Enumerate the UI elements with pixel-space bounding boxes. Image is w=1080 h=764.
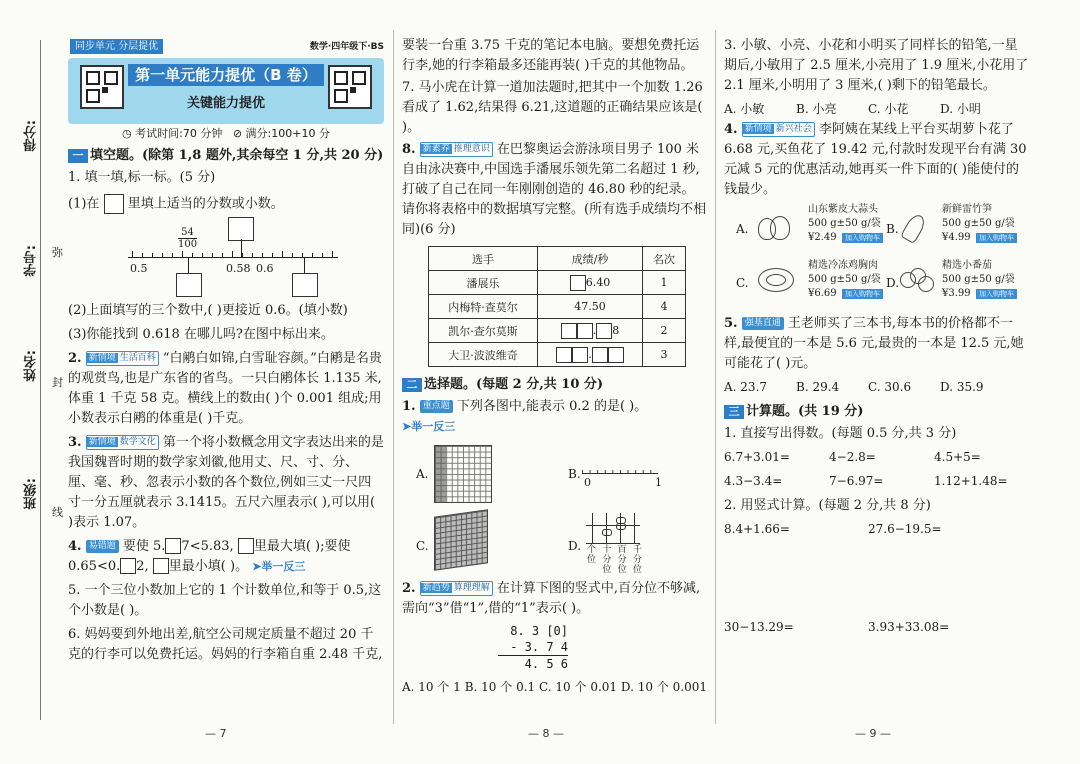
answer-box[interactable]: [153, 558, 169, 574]
qr-code-left[interactable]: [80, 65, 124, 109]
q6-cont: 要装一台重 3.75 千克的笔记本电脑。要想免费托运行李,她的行李箱最多还能再装( )千克的其他物品。: [402, 38, 700, 73]
c2-grid: [724, 520, 1030, 636]
calc-item: 30−13.29=: [724, 620, 794, 634]
s1-figures: A. B. 0 1 C. D. 个位 十分位 百分位 千分位: [402, 437, 707, 577]
abacus-figure: 个位 十分位 百分位 千分位: [582, 513, 644, 565]
product-grid: [724, 202, 1030, 310]
option-d[interactable]: D.: [568, 539, 582, 553]
answer-box-bottom-right[interactable]: [292, 273, 318, 297]
number-line-tick: [242, 253, 243, 257]
answer-box[interactable]: [238, 538, 254, 554]
number-line-tick: [332, 251, 333, 257]
q2: 2. 新情境 生活百科 “白鹇白如锦,白雪耻容颜。”白鹇是名贵的观赏鸟,也是广东省的省鸟。一只白鹇体长 1.135 米,体重 1 千克 58 克。横线上的数由( )个 0.001 组成;用小数表示白鹇的体重是( )千克。: [68, 350, 382, 426]
q8: 8. 新素养 推理意识 在巴黎奥运会游泳项目男子 100 米自由泳决赛中,中国选手潘展乐领先第二名超过 1 秒,打破了自己在同一年刚刚创造的 46.80 秒的纪录。请你将表格中的数据填写完整。(所有选手成绩均不相同)(6 分): [402, 142, 707, 237]
binding-margin: [0, 0, 62, 764]
product-name: 山东紫皮大蒜头: [808, 204, 878, 215]
score-icon: ⊘: [232, 127, 243, 140]
option-a[interactable]: A. 23.7: [724, 380, 768, 394]
table-row: 大卫·波波维奇 . 3: [429, 343, 686, 367]
unit-tag: 同步单元 分层提优: [70, 39, 163, 54]
calc-item: 3.93+33.08=: [868, 620, 950, 634]
number-line-tick: [132, 251, 133, 257]
option-a[interactable]: A. 10 个 1: [402, 680, 461, 694]
answer-box[interactable]: [570, 275, 586, 291]
add-to-cart-button[interactable]: 加入购物车: [976, 289, 1017, 299]
seal-xian: 线: [52, 506, 63, 519]
product-price: ¥6.69: [808, 288, 837, 299]
option-d[interactable]: D. 小明: [940, 102, 981, 116]
option-a[interactable]: A. 小敏: [724, 102, 765, 116]
answer-box[interactable]: [120, 558, 136, 574]
q1-3: (3)你能找到 0.618 在哪儿吗?在图中标出来。: [68, 326, 334, 342]
number-line-tick: [182, 251, 183, 257]
option-b[interactable]: B.: [886, 222, 899, 236]
chicken-breast-icon: [758, 266, 794, 294]
product-price: ¥3.99: [942, 288, 971, 299]
product-spec: 500 g±50 g/袋: [808, 274, 881, 285]
column-divider: [715, 30, 716, 724]
vertical-subtraction: 8. 3 [0] - 3. 7 4 4. 5 6: [498, 623, 568, 672]
s5: 5. 强基直通 王老师买了三本书,每本书的价格都不一样,最便宜的一本是 5.6 元,最贵的一本是 12.5 元,她可能花了( )元。: [724, 316, 1024, 371]
option-b[interactable]: B. 小亮: [796, 102, 837, 116]
product-spec: 500 g±50 g/袋: [808, 218, 881, 229]
calc-item: 7−6.97=: [829, 474, 884, 488]
c1-grid: [724, 448, 1030, 490]
number-line-tick: [162, 253, 163, 257]
page-number: — 9 —: [855, 727, 891, 740]
calc-item: 4.3−3.4=: [724, 474, 783, 488]
c2: 2. 用竖式计算。(每题 2 分,共 8 分): [724, 498, 931, 513]
section-3-heading: 三 计算题。(共 19 分): [724, 402, 1030, 422]
product-spec: 500 g±50 g/袋: [942, 218, 1015, 229]
answer-box[interactable]: [165, 538, 181, 554]
title-band: [68, 58, 384, 124]
number-line-tick: [152, 253, 153, 257]
answer-box[interactable]: [596, 323, 612, 339]
tomato-icon: [900, 266, 936, 294]
tick-label: 0.5: [130, 261, 148, 275]
answer-box[interactable]: [572, 347, 588, 363]
calc-item: 27.6−19.5=: [868, 522, 942, 536]
option-b[interactable]: B. 29.4: [796, 380, 840, 394]
option-b[interactable]: B. 10 个 0.1: [464, 680, 536, 694]
option-c[interactable]: C.: [416, 539, 429, 553]
option-d[interactable]: D.: [886, 276, 900, 290]
s1-link[interactable]: ➤举一反三: [402, 420, 456, 433]
garlic-icon: [756, 212, 792, 242]
qr-code-right[interactable]: [328, 65, 372, 109]
table-row: 潘展乐 6.40 1: [429, 271, 686, 295]
number-line-tick: [272, 253, 273, 257]
s1: 1. 重点题 下列各图中,能表示 0.2 的是( )。: [402, 399, 648, 414]
number-line-tick: [172, 253, 173, 257]
calc-item: 4.5+5=: [934, 450, 981, 464]
option-c[interactable]: C.: [736, 276, 749, 290]
column-divider: [393, 30, 394, 724]
number-line-tick: [142, 253, 143, 257]
option-a[interactable]: A.: [416, 467, 429, 481]
race-table: [428, 246, 686, 367]
product-name: 精选小番茄: [942, 260, 992, 271]
add-to-cart-button[interactable]: 加入购物车: [842, 233, 883, 243]
number-line-tick: [282, 251, 283, 257]
grid-figure: [434, 445, 492, 503]
exam-time: 考试时间:70 分钟: [135, 127, 223, 140]
page-number: — 7: [205, 727, 227, 740]
c1: 1. 直接写出得数。(每题 0.5 分,共 3 分): [724, 426, 957, 441]
exam-score: 满分:100+10 分: [245, 127, 330, 140]
q4: 4. 易错题 要使 5. 7<5.83, 里最大填( );要使 0.65<0. 2, 里最小填( )。 ➤举一反三: [68, 538, 351, 574]
q1-2: (2)上面填写的三个数中,( )更接近 0.6。(填小数): [68, 302, 348, 318]
q1-title: 1. 填一填,标一标。(5 分): [68, 170, 216, 185]
add-to-cart-button[interactable]: 加入购物车: [976, 233, 1017, 243]
calc-item: 4−2.8=: [829, 450, 876, 464]
option-c[interactable]: C. 30.6: [868, 380, 912, 394]
answer-box[interactable]: [608, 347, 624, 363]
seal-feng: 封: [52, 376, 63, 389]
answer-box[interactable]: [104, 194, 124, 214]
product-price: ¥2.49: [808, 232, 837, 243]
column-2: [402, 36, 707, 696]
column-3: [724, 36, 1030, 636]
table-row: 内梅特·查莫尔 47.50 4: [429, 295, 686, 319]
option-c[interactable]: C. 10 个 0.01: [539, 680, 618, 694]
number-line-axis: [128, 257, 338, 258]
option-d[interactable]: D. 35.9: [940, 380, 984, 394]
name-label: 姓名:: [24, 350, 39, 382]
s3-options: [724, 100, 1030, 118]
number-line-tick: [292, 253, 293, 257]
clock-icon: ◷: [122, 127, 132, 140]
number-line-tick: [322, 253, 323, 257]
answer-box[interactable]: [592, 347, 608, 363]
ruler-figure: [582, 473, 658, 474]
q1-1: (1)在 里填上适当的分数或小数。: [68, 194, 384, 215]
student-id-label: 学号:: [24, 245, 39, 277]
exam-info: [68, 126, 384, 142]
calc-item: 8.4+1.66=: [724, 522, 790, 536]
section-1-heading: [68, 146, 384, 166]
exam-title: 第一单元能力提优（B 卷）: [128, 64, 324, 86]
s2-options: [402, 678, 707, 696]
q4-link[interactable]: ➤举一反三: [252, 559, 306, 573]
q7: 7. 马小虎在计算一道加法题时,把其中一个加数 1.26 看成了 1.62,结果得 6.21,这道题的正确结果应该是( )。: [402, 80, 703, 135]
seal-mi: 弥: [52, 246, 63, 259]
tick-label: 0.58: [226, 261, 251, 275]
class-label: 班级:: [24, 478, 39, 510]
product-spec: 500 g±50 g/袋: [942, 274, 1015, 285]
answer-box[interactable]: [561, 323, 577, 339]
exam-subtitle: 关键能力提优: [186, 96, 265, 111]
s4: 4. 新情境 新兴社会 李阿姨在某线上平台买胡萝卜花了 6.68 元,买鱼花了 19.42 元,付款时发现平台有满 30 元减 5 元的优惠活动,她再买一件下面的( )能使付的钱最少。: [724, 122, 1027, 197]
number-line-tick: [252, 253, 253, 257]
option-b[interactable]: B.: [568, 467, 581, 481]
cube-figure: [434, 509, 488, 571]
q5: 5. 一个三位小数加上它的 1 个计数单位,和等于 0.5,这个小数是( )。: [68, 582, 382, 618]
bamboo-shoot-icon: [902, 212, 932, 242]
answer-box[interactable]: [577, 323, 593, 339]
answer-box-bottom-left[interactable]: [176, 273, 202, 297]
q3: 3. 新情境 数学文化 第一个将小数概念用文字表达出来的是我国魏晋时期的数学家刘徽,他用丈、尺、寸、分、厘、毫、秒、忽表示小数的各个数位,例如三丈一尺四寸一分五厘就表示 3.1415。五尺六厘表示( ),可以用( )表示 1.07。: [68, 434, 384, 530]
option-c[interactable]: C. 小花: [868, 102, 909, 116]
number-line-tick: [222, 253, 223, 257]
section-title: 填空题。(除第 1,8 题外,其余每空 1 分,共 20 分): [90, 148, 384, 163]
number-line-tick: [232, 251, 233, 257]
option-a[interactable]: A.: [736, 222, 749, 236]
add-to-cart-button[interactable]: 加入购物车: [842, 289, 883, 299]
option-d[interactable]: D. 10 个 0.001: [620, 680, 707, 694]
table-header: 选手 成绩/秒 名次: [429, 247, 686, 271]
tick-label: 0.6: [256, 261, 274, 275]
number-line-tick: [212, 253, 213, 257]
number-line-tick: [202, 253, 203, 257]
answer-box-top[interactable]: [228, 217, 254, 241]
table-row: 凯尔·查尔莫斯 . 8 2: [429, 319, 686, 343]
s3: 3. 小敏、小亮、小花和小明买了同样长的铅笔,一星期后,小敏用了 2.5 厘米,小亮用了 1.9 厘米,小花用了 2.1 厘米,小明用了 3 厘米,( )剩下的铅笔最长。: [724, 38, 1029, 93]
section-number: 一: [68, 149, 88, 163]
s5-options: [724, 378, 1030, 396]
s2: 2. 新趋势 算理理解 在计算下图的竖式中,百分位不够减,需向“3”借“1”,借的“1”表示( )。: [402, 581, 701, 616]
page-number: — 8 —: [528, 727, 564, 740]
score-label: 得分:: [24, 120, 39, 152]
number-line-tick: [312, 253, 313, 257]
number-line-tick: [192, 253, 193, 257]
q6: 6. 妈妈要到外地出差,航空公司规定质量不超过 20 千克的行李可以免费托运。妈妈的行李箱自重 2.48 千克,: [68, 626, 383, 662]
book-label: 数学·四年级下·BS: [309, 42, 384, 52]
product-name: 精选冷冻鸡胸肉: [808, 260, 878, 271]
number-line-tick: [262, 253, 263, 257]
column-1: [68, 36, 384, 665]
number-line-tick: [302, 253, 303, 257]
section-2-heading: 二 选择题。(每题 2 分,共 10 分): [402, 375, 707, 395]
product-name: 新鲜雷竹笋: [942, 204, 992, 215]
product-price: ¥4.99: [942, 232, 971, 243]
fraction-label: 54 100: [178, 226, 198, 250]
answer-box[interactable]: [556, 347, 572, 363]
calc-item: 6.7+3.01=: [724, 450, 790, 464]
number-line: [68, 219, 384, 301]
calc-item: 1.12+1.48=: [934, 474, 1008, 488]
